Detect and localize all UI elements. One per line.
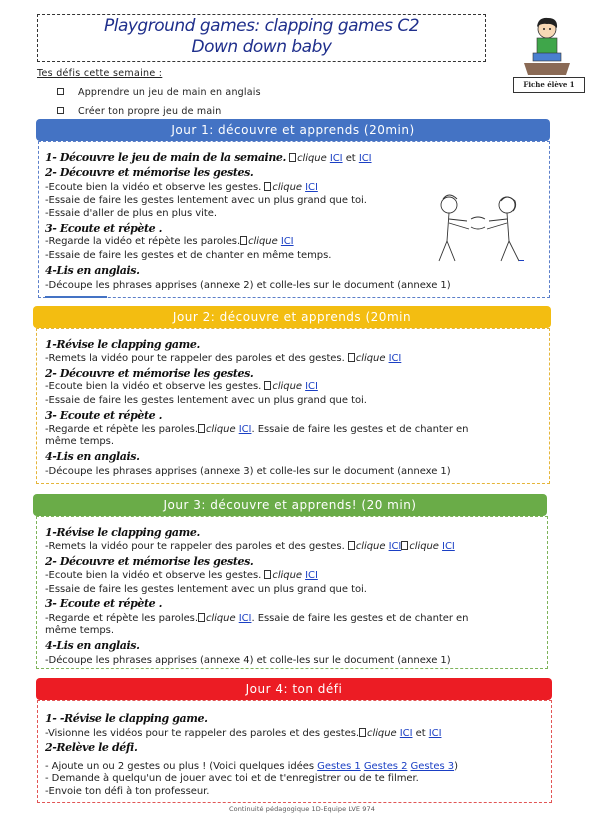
fiche-label: Fiche élève 1 xyxy=(513,77,585,93)
jour2-text: même temps. xyxy=(45,436,114,447)
jour2-text: -Remets la vidéo pour te rappeler des paroles et des gestes. clique ICI xyxy=(45,353,402,364)
link-ici[interactable]: ICI xyxy=(358,153,372,164)
jour4-step2-heading: 2-Relève le défi. xyxy=(45,741,138,754)
page-title: Playground games: clapping games C2 xyxy=(103,16,420,36)
link-ici[interactable]: ICI xyxy=(442,541,455,552)
jour1-step2-heading: 2- Découvre et mémorise les gestes. xyxy=(45,166,254,179)
hand-pointer-icon xyxy=(289,153,296,162)
jour3-step4-heading: 4-Lis en anglais. xyxy=(45,639,140,652)
jour1-step4-heading: 4-Lis en anglais. xyxy=(45,264,140,277)
defis-heading: Tes défis cette semaine : xyxy=(37,68,163,79)
footer: Continuité pédagogique 1D-Equipe LVE 974 xyxy=(229,805,375,813)
jour2-text: -Ecoute bien la vidéo et observe les gestes. clique ICI xyxy=(45,381,318,392)
jour1-text: -Essaie d'aller de plus en plus vite. xyxy=(45,208,217,219)
page-subtitle: Down down baby xyxy=(191,37,332,57)
defis-item: Apprendre un jeu de main en anglais xyxy=(57,87,261,98)
jour3-step1-heading: 1-Révise le clapping game. xyxy=(45,526,200,539)
link-ici[interactable]: ICI xyxy=(388,541,402,552)
jour3-step3-heading: 3- Ecoute et répète . xyxy=(45,597,163,610)
jour3-text: -Regarde et répète les paroles. clique ICI. Essaie de faire les gestes et de chanter en xyxy=(45,613,469,624)
jour1-banner: Jour 1: découvre et apprends (20min) xyxy=(36,119,550,141)
hand-pointer-icon xyxy=(240,236,247,245)
link-ici[interactable]: ICI xyxy=(388,353,402,364)
jour1-step3-heading: 3- Ecoute et répète . xyxy=(45,222,163,235)
jour3-text: -Ecoute bien la vidéo et observe les gestes. clique ICI xyxy=(45,570,318,581)
link-ici[interactable]: ICI xyxy=(305,570,318,581)
hand-pointer-icon xyxy=(264,381,271,390)
divider xyxy=(519,260,524,261)
link-gestes-3[interactable]: Gestes 3 xyxy=(410,761,455,772)
link-gestes-2[interactable]: Gestes 2 xyxy=(363,761,408,772)
divider xyxy=(45,296,107,298)
jour2-step4-heading: 4-Lis en anglais. xyxy=(45,450,140,463)
link-ici[interactable]: ICI xyxy=(305,381,318,392)
hand-pointer-icon xyxy=(401,541,408,550)
link-ici[interactable]: ICI xyxy=(399,728,413,739)
jour4-step1-heading: 1- -Révise le clapping game. xyxy=(45,712,208,725)
hand-pointer-icon xyxy=(348,353,355,362)
jour4-text: - Ajoute un ou 2 gestes ou plus ! (Voici quelques idées Gestes 1 Gestes 2 Gestes 3) xyxy=(45,761,458,772)
hand-pointer-icon xyxy=(264,570,271,579)
link-ici[interactable]: ICI xyxy=(305,182,318,193)
link-ici[interactable]: ICI xyxy=(280,236,294,247)
jour2-text: -Regarde et répète les paroles. clique ICI. Essaie de faire les gestes et de chanter en xyxy=(45,424,469,435)
checkbox-icon xyxy=(57,88,64,95)
jour3-step2-heading: 2- Découvre et mémorise les gestes. xyxy=(45,555,254,568)
jour1-text: -Découpe les phrases apprises (annexe 2) et colle-les sur le document (annexe 1) xyxy=(45,280,451,291)
jour4-text: -Visionne les vidéos pour te rappeler des paroles et des gestes. clique ICI et ICI xyxy=(45,728,442,739)
hand-pointer-icon xyxy=(198,613,205,622)
defis-item: Créer ton propre jeu de main xyxy=(57,106,221,117)
jour2-step3-heading: 3- Ecoute et répète . xyxy=(45,409,163,422)
jour3-text: -Essaie de faire les gestes lentement avec un plus grand que toi. xyxy=(45,584,367,595)
child-reading-illustration xyxy=(522,15,572,77)
link-ici[interactable]: ICI xyxy=(238,424,252,435)
link-ici[interactable]: ICI xyxy=(238,613,252,624)
jour3-text: -Remets la vidéo pour te rappeler des paroles et des gestes. clique ICI clique ICI xyxy=(45,541,455,552)
checkbox-icon xyxy=(57,107,64,114)
jour2-text: -Découpe les phrases apprises (annexe 3) et colle-les sur le document (annexe 1) xyxy=(45,466,451,477)
hand-pointer-icon xyxy=(359,728,366,737)
jour1-step1: 1- Découvre le jeu de main de la semaine. clique ICI et ICI xyxy=(45,151,372,164)
jour2-step1-heading: 1-Révise le clapping game. xyxy=(45,338,200,351)
jour3-banner: Jour 3: découvre et apprends! (20 min) xyxy=(33,494,547,516)
hand-pointer-icon xyxy=(264,182,271,191)
jour1-text: -Essaie de faire les gestes et de chanter en même temps. xyxy=(45,250,332,261)
hand-pointer-icon xyxy=(198,424,205,433)
hand-pointer-icon xyxy=(348,541,355,550)
jour4-text: - Demande à quelqu'un de jouer avec toi et de t'enregistrer ou de te filmer. xyxy=(45,773,419,784)
jour3-text: même temps. xyxy=(45,625,114,636)
jour1-text: -Ecoute bien la vidéo et observe les gestes. clique ICI xyxy=(45,182,318,193)
link-ici[interactable]: ICI xyxy=(428,728,442,739)
jour2-step2-heading: 2- Découvre et mémorise les gestes. xyxy=(45,367,254,380)
jour3-text: -Découpe les phrases apprises (annexe 4) et colle-les sur le document (annexe 1) xyxy=(45,655,451,666)
jour4-banner: Jour 4: ton défi xyxy=(36,678,552,700)
jour1-text: -Essaie de faire les gestes lentement avec un plus grand que toi. xyxy=(45,195,367,206)
title-box xyxy=(37,14,486,62)
jour4-text: -Envoie ton défi à ton professeur. xyxy=(45,786,210,797)
jour1-text: -Regarde la vidéo et répète les paroles. clique ICI xyxy=(45,236,294,247)
clapping-children-illustration xyxy=(433,191,525,263)
link-ici[interactable]: ICI xyxy=(329,153,343,164)
jour2-banner: Jour 2: découvre et apprends (20min xyxy=(33,306,551,328)
jour2-text: -Essaie de faire les gestes lentement avec un plus grand que toi. xyxy=(45,395,367,406)
link-gestes-1[interactable]: Gestes 1 xyxy=(317,761,361,772)
